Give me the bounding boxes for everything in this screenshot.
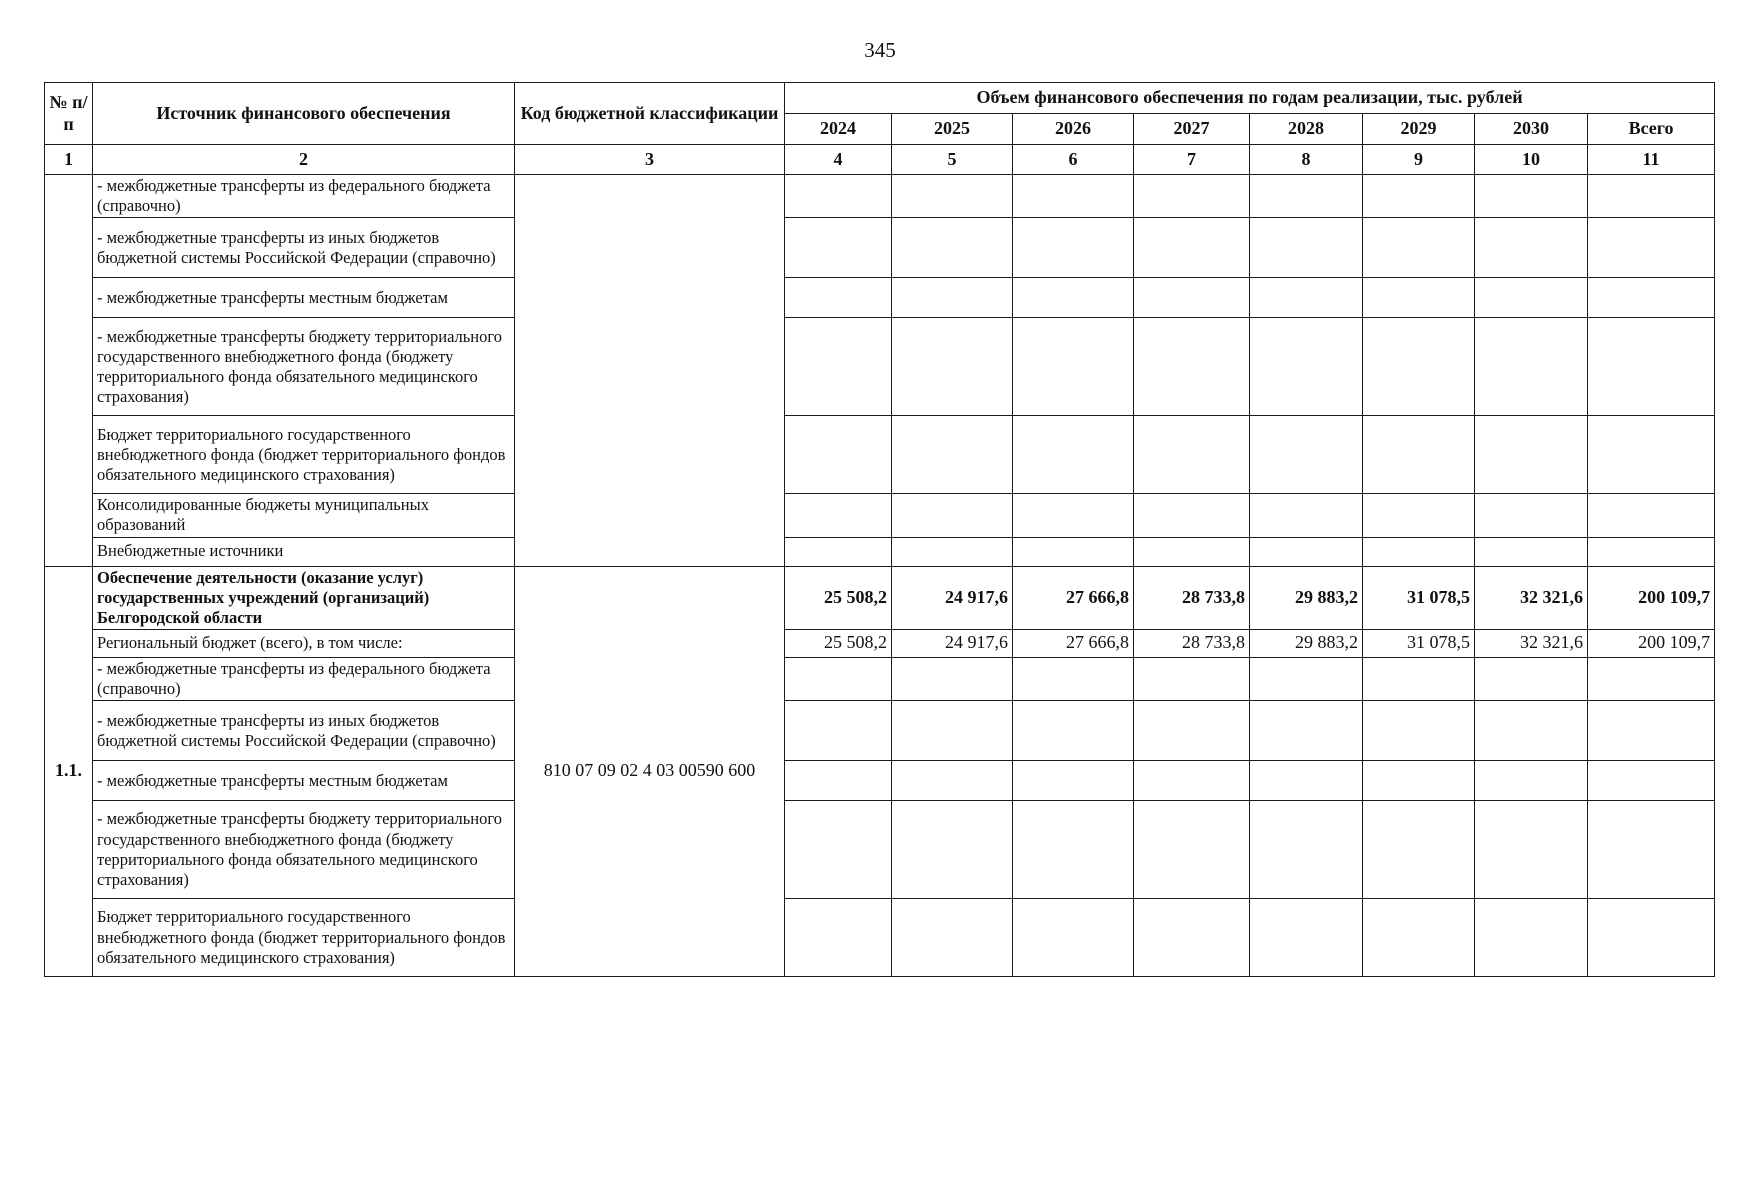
value-cell xyxy=(1250,218,1363,278)
value-cell xyxy=(1475,494,1588,537)
value-cell xyxy=(1363,278,1475,318)
source-cell: Обеспечение деятельности (оказание услуг) государственных учреждений (организаций) Белгородской области xyxy=(93,566,515,629)
value-cell xyxy=(1363,175,1475,218)
value-cell xyxy=(785,416,892,494)
total-cell xyxy=(1588,657,1715,700)
source-cell: - межбюджетные трансферты из федерального бюджета (справочно) xyxy=(93,175,515,218)
source-cell: - межбюджетные трансферты бюджету территориального государственного внебюджетного фонда (бюджету территориального фонда обязательного медицинского страхования) xyxy=(93,801,515,899)
value-cell xyxy=(892,657,1013,700)
value-cell xyxy=(1475,416,1588,494)
value-cell xyxy=(1134,494,1250,537)
value-cell: 27 666,8 xyxy=(1013,629,1134,657)
value-cell xyxy=(1013,494,1134,537)
value-cell xyxy=(1134,416,1250,494)
table-row xyxy=(45,899,1715,977)
value-cell xyxy=(1475,899,1588,977)
total-cell xyxy=(1588,761,1715,801)
total-cell: 200 109,7 xyxy=(1588,566,1715,629)
column-number: 1 xyxy=(45,145,93,175)
value-cell xyxy=(785,175,892,218)
value-cell xyxy=(1013,657,1134,700)
source-cell: - межбюджетные трансферты из иных бюджетов бюджетной системы Российской Федерации (справочно) xyxy=(93,701,515,761)
value-cell xyxy=(1250,278,1363,318)
value-cell xyxy=(1363,899,1475,977)
total-cell xyxy=(1588,318,1715,416)
value-cell xyxy=(892,801,1013,899)
value-cell xyxy=(785,701,892,761)
column-numbers-row xyxy=(45,145,1715,175)
value-cell xyxy=(1134,801,1250,899)
value-cell: 28 733,8 xyxy=(1134,566,1250,629)
source-cell: Бюджет территориального государственного внебюджетного фонда (бюджет территориального фондов обязательного медицинского страхования) xyxy=(93,899,515,977)
value-cell xyxy=(1250,175,1363,218)
header-total: Всего xyxy=(1588,114,1715,145)
column-number: 4 xyxy=(785,145,892,175)
table-row xyxy=(45,566,1715,629)
header-year: 2024 xyxy=(785,114,892,145)
value-cell xyxy=(892,701,1013,761)
value-cell xyxy=(1475,318,1588,416)
value-cell xyxy=(785,278,892,318)
value-cell xyxy=(1250,494,1363,537)
value-cell xyxy=(1134,899,1250,977)
value-cell xyxy=(1475,801,1588,899)
table-row xyxy=(45,416,1715,494)
header-year: 2026 xyxy=(1013,114,1134,145)
total-cell xyxy=(1588,278,1715,318)
value-cell: 25 508,2 xyxy=(785,566,892,629)
value-cell xyxy=(1363,318,1475,416)
column-number: 8 xyxy=(1250,145,1363,175)
column-number: 6 xyxy=(1013,145,1134,175)
value-cell xyxy=(1134,701,1250,761)
value-cell xyxy=(892,537,1013,566)
value-cell xyxy=(785,761,892,801)
header-volume: Объем финансового обеспечения по годам реализации, тыс. рублей xyxy=(785,83,1715,114)
total-cell xyxy=(1588,416,1715,494)
value-cell xyxy=(1363,801,1475,899)
value-cell xyxy=(1134,318,1250,416)
header-row-top xyxy=(45,83,1715,114)
table-row xyxy=(45,494,1715,537)
total-cell xyxy=(1588,494,1715,537)
source-cell: - межбюджетные трансферты местным бюджетам xyxy=(93,278,515,318)
value-cell xyxy=(1134,278,1250,318)
financing-table xyxy=(44,82,1715,977)
header-source: Источник финансового обеспечения xyxy=(93,83,515,145)
column-number: 10 xyxy=(1475,145,1588,175)
value-cell: 27 666,8 xyxy=(1013,566,1134,629)
value-cell xyxy=(892,761,1013,801)
column-number: 11 xyxy=(1588,145,1715,175)
value-cell xyxy=(1475,701,1588,761)
source-cell: Внебюджетные источники xyxy=(93,537,515,566)
value-cell xyxy=(1013,416,1134,494)
value-cell xyxy=(1363,761,1475,801)
source-cell: Региональный бюджет (всего), в том числе: xyxy=(93,629,515,657)
header-year: 2030 xyxy=(1475,114,1588,145)
value-cell xyxy=(1363,701,1475,761)
value-cell xyxy=(1134,657,1250,700)
value-cell: 32 321,6 xyxy=(1475,629,1588,657)
value-cell xyxy=(1363,537,1475,566)
value-cell xyxy=(1250,801,1363,899)
value-cell xyxy=(892,278,1013,318)
column-number: 7 xyxy=(1134,145,1250,175)
table-row xyxy=(45,218,1715,278)
table-row xyxy=(45,801,1715,899)
header-year: 2028 xyxy=(1250,114,1363,145)
total-cell xyxy=(1588,899,1715,977)
source-cell: - межбюджетные трансферты из федерального бюджета (справочно) xyxy=(93,657,515,700)
value-cell xyxy=(1475,761,1588,801)
table-row xyxy=(45,278,1715,318)
value-cell xyxy=(1250,761,1363,801)
value-cell xyxy=(1250,701,1363,761)
value-cell xyxy=(892,218,1013,278)
value-cell xyxy=(1475,278,1588,318)
table-row xyxy=(45,701,1715,761)
total-cell xyxy=(1588,218,1715,278)
value-cell xyxy=(1134,537,1250,566)
table-row xyxy=(45,761,1715,801)
source-cell: - межбюджетные трансферты из иных бюджетов бюджетной системы Российской Федерации (справочно) xyxy=(93,218,515,278)
value-cell xyxy=(1013,537,1134,566)
value-cell: 29 883,2 xyxy=(1250,629,1363,657)
source-cell: - межбюджетные трансферты бюджету территориального государственного внебюджетного фонда (бюджету территориального фонда обязательного медицинского страхования) xyxy=(93,318,515,416)
column-number: 3 xyxy=(515,145,785,175)
value-cell xyxy=(1363,657,1475,700)
value-cell xyxy=(1475,175,1588,218)
value-cell: 24 917,6 xyxy=(892,566,1013,629)
value-cell xyxy=(1013,318,1134,416)
header-year: 2029 xyxy=(1363,114,1475,145)
table-row xyxy=(45,175,1715,218)
value-cell xyxy=(1013,761,1134,801)
header-code: Код бюджетной классификации xyxy=(515,83,785,145)
row-index xyxy=(45,175,93,567)
value-cell: 29 883,2 xyxy=(1250,566,1363,629)
table-row xyxy=(45,657,1715,700)
value-cell xyxy=(1134,761,1250,801)
value-cell: 31 078,5 xyxy=(1363,629,1475,657)
budget-code-cell xyxy=(515,175,785,567)
value-cell xyxy=(1363,416,1475,494)
value-cell xyxy=(892,494,1013,537)
header-year: 2025 xyxy=(892,114,1013,145)
total-cell xyxy=(1588,175,1715,218)
value-cell xyxy=(892,899,1013,977)
value-cell xyxy=(1475,537,1588,566)
value-cell xyxy=(785,494,892,537)
value-cell xyxy=(892,416,1013,494)
table-row xyxy=(45,318,1715,416)
value-cell xyxy=(1250,899,1363,977)
value-cell xyxy=(892,318,1013,416)
column-number: 5 xyxy=(892,145,1013,175)
value-cell xyxy=(1250,416,1363,494)
value-cell xyxy=(1475,657,1588,700)
value-cell: 25 508,2 xyxy=(785,629,892,657)
source-cell: - межбюджетные трансферты местным бюджетам xyxy=(93,761,515,801)
total-cell xyxy=(1588,701,1715,761)
value-cell xyxy=(1134,175,1250,218)
column-number: 2 xyxy=(93,145,515,175)
value-cell xyxy=(1013,218,1134,278)
value-cell xyxy=(785,537,892,566)
row-index: 1.1. xyxy=(45,566,93,977)
budget-code-cell: 810 07 09 02 4 03 00590 600 xyxy=(515,566,785,977)
value-cell xyxy=(1013,175,1134,218)
total-cell: 200 109,7 xyxy=(1588,629,1715,657)
value-cell xyxy=(1475,218,1588,278)
value-cell xyxy=(1250,537,1363,566)
value-cell xyxy=(1013,801,1134,899)
value-cell: 24 917,6 xyxy=(892,629,1013,657)
value-cell xyxy=(1013,278,1134,318)
source-cell: Консолидированные бюджеты муниципальных образований xyxy=(93,494,515,537)
column-number: 9 xyxy=(1363,145,1475,175)
value-cell xyxy=(1013,701,1134,761)
value-cell xyxy=(785,318,892,416)
value-cell xyxy=(1250,318,1363,416)
value-cell: 32 321,6 xyxy=(1475,566,1588,629)
value-cell xyxy=(1013,899,1134,977)
header-no: № п/п xyxy=(45,83,93,145)
value-cell: 28 733,8 xyxy=(1134,629,1250,657)
page-number: 345 xyxy=(864,38,896,62)
value-cell xyxy=(785,801,892,899)
table-row xyxy=(45,537,1715,566)
value-cell xyxy=(892,175,1013,218)
value-cell xyxy=(1363,218,1475,278)
value-cell xyxy=(785,218,892,278)
value-cell xyxy=(1363,494,1475,537)
source-cell: Бюджет территориального государственного внебюджетного фонда (бюджет территориального фондов обязательного медицинского страхования) xyxy=(93,416,515,494)
value-cell: 31 078,5 xyxy=(1363,566,1475,629)
total-cell xyxy=(1588,537,1715,566)
value-cell xyxy=(785,899,892,977)
total-cell xyxy=(1588,801,1715,899)
value-cell xyxy=(1134,218,1250,278)
value-cell xyxy=(1250,657,1363,700)
value-cell xyxy=(785,657,892,700)
header-year: 2027 xyxy=(1134,114,1250,145)
table-row xyxy=(45,629,1715,657)
